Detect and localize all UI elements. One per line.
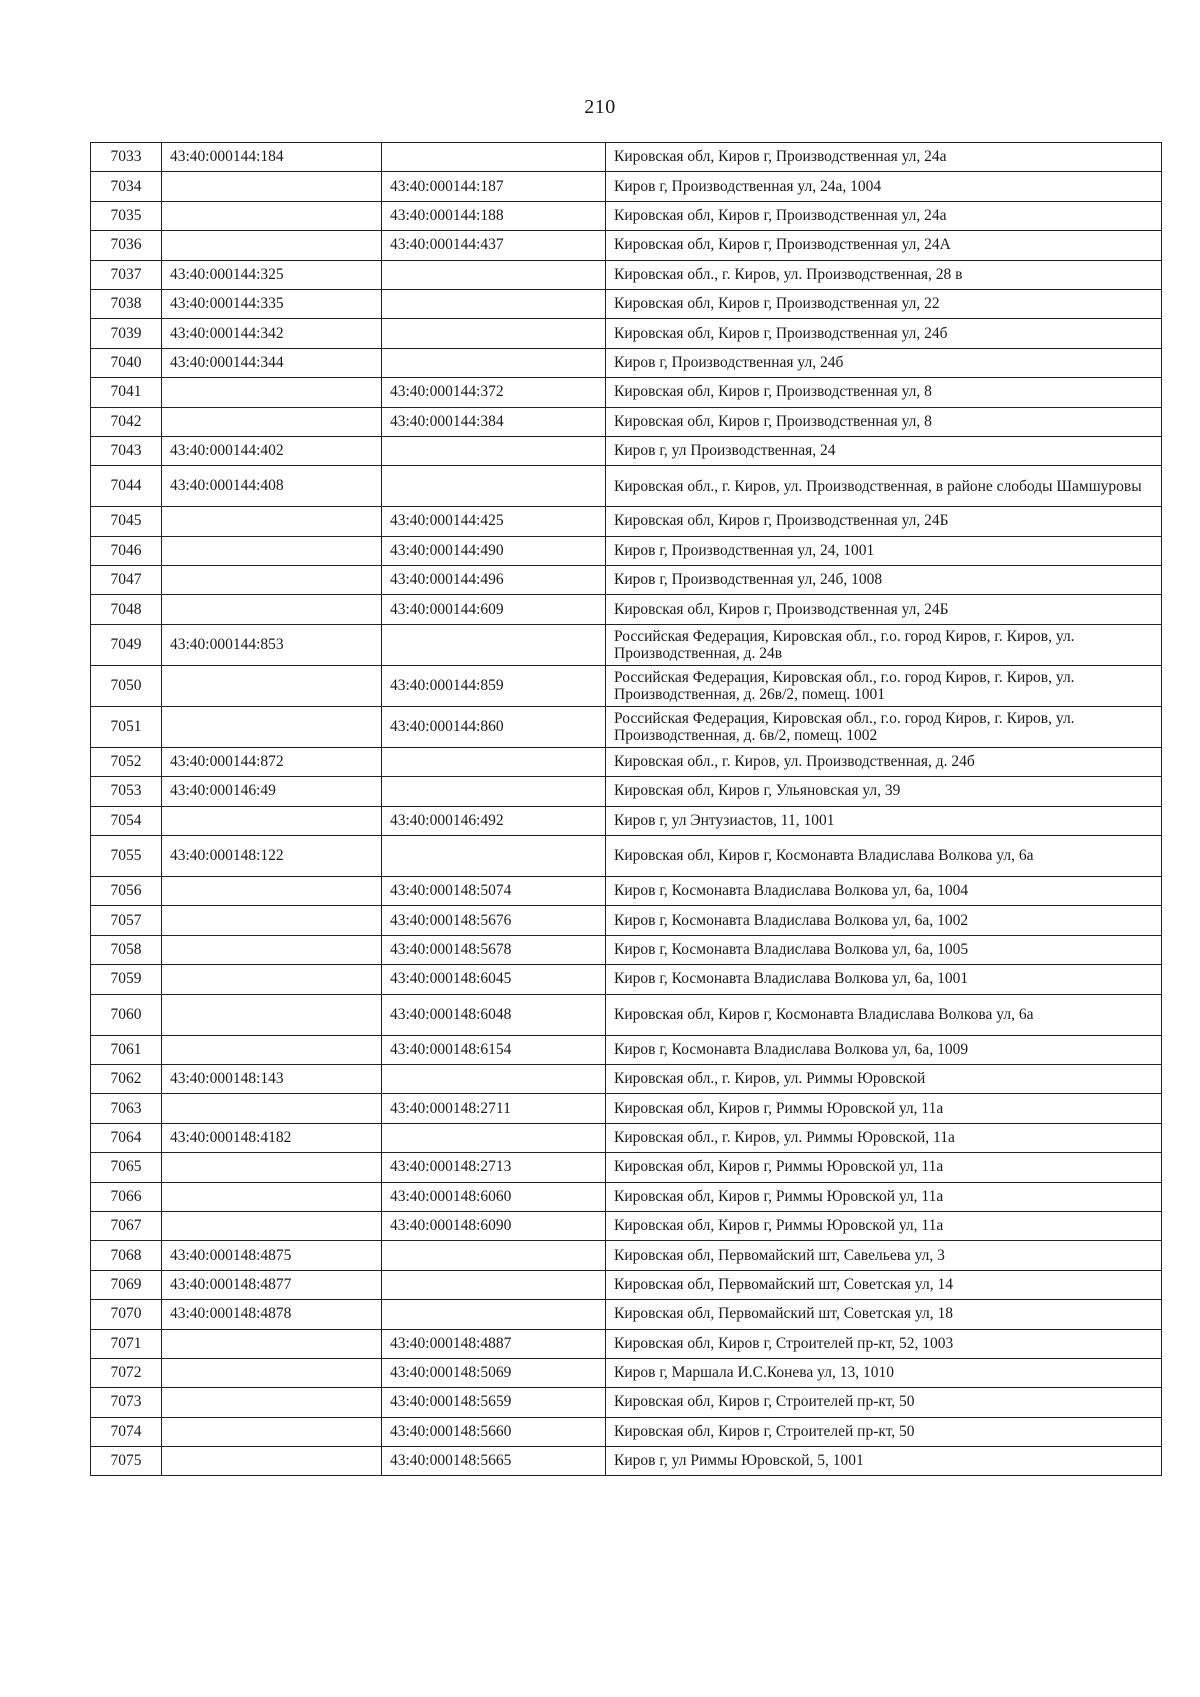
table-row [91, 407, 1162, 436]
object-cadastral-number-cell: 43:40:000144:490 [382, 536, 606, 565]
row-number-cell: 7068 [91, 1241, 162, 1270]
object-cadastral-number-cell [382, 1270, 606, 1299]
address-cell: Киров г, Производственная ул, 24, 1001 [606, 536, 1162, 565]
table-row [91, 436, 1162, 465]
land-cadastral-number-cell: 43:40:000148:4877 [162, 1270, 382, 1299]
address-cell: Кировская обл, Киров г, Производственная ул, 24Б [606, 595, 1162, 624]
table-row [91, 1211, 1162, 1240]
table-row [91, 906, 1162, 935]
object-cadastral-number-cell [382, 1241, 606, 1270]
table-row [91, 566, 1162, 595]
table-body [91, 143, 1162, 1476]
address-cell: Киров г, ул Риммы Юровской, 5, 1001 [606, 1447, 1162, 1476]
table-row [91, 777, 1162, 806]
row-number-cell: 7070 [91, 1300, 162, 1329]
address-cell: Кировская обл, Киров г, Риммы Юровской ул, 11а [606, 1211, 1162, 1240]
address-cell: Кировская обл, Киров г, Риммы Юровской ул, 11а [606, 1182, 1162, 1211]
row-number-cell: 7061 [91, 1035, 162, 1064]
land-cadastral-number-cell [162, 965, 382, 994]
address-cell: Кировская обл., г. Киров, ул. Производственная, в районе слободы Шамшуровы [606, 466, 1162, 507]
row-number-cell: 7043 [91, 436, 162, 465]
address-cell: Киров г, Космонавта Владислава Волкова ул, 6а, 1002 [606, 906, 1162, 935]
row-number-cell: 7063 [91, 1094, 162, 1123]
address-cell: Кировская обл, Киров г, Производственная ул, 24а [606, 201, 1162, 230]
row-number-cell: 7066 [91, 1182, 162, 1211]
address-cell: Кировская обл., г. Киров, ул. Риммы Юровской, 11а [606, 1123, 1162, 1152]
object-cadastral-number-cell: 43:40:000144:860 [382, 706, 606, 747]
table-row [91, 624, 1162, 665]
table-row [91, 260, 1162, 289]
address-cell: Кировская обл., г. Киров, ул. Производственная, д. 24б [606, 747, 1162, 776]
row-number-cell: 7048 [91, 595, 162, 624]
object-cadastral-number-cell [382, 836, 606, 877]
row-number-cell: 7040 [91, 348, 162, 377]
land-cadastral-number-cell [162, 706, 382, 747]
table-row [91, 1182, 1162, 1211]
table-row [91, 836, 1162, 877]
land-cadastral-number-cell: 43:40:000148:122 [162, 836, 382, 877]
address-cell: Киров г, ул Производственная, 24 [606, 436, 1162, 465]
object-cadastral-number-cell: 43:40:000144:496 [382, 566, 606, 595]
table-row [91, 806, 1162, 835]
object-cadastral-number-cell: 43:40:000144:187 [382, 172, 606, 201]
row-number-cell: 7051 [91, 706, 162, 747]
address-cell: Кировская обл, Киров г, Космонавта Владислава Волкова ул, 6а [606, 836, 1162, 877]
object-cadastral-number-cell: 43:40:000148:2711 [382, 1094, 606, 1123]
address-cell: Российская Федерация, Кировская обл., г.о. город Киров, г. Киров, ул. Производственная, д. 26в/2, помещ. 1001 [606, 665, 1162, 706]
object-cadastral-number-cell: 43:40:000144:384 [382, 407, 606, 436]
object-cadastral-number-cell: 43:40:000144:188 [382, 201, 606, 230]
row-number-cell: 7045 [91, 507, 162, 536]
land-cadastral-number-cell [162, 566, 382, 595]
address-cell: Российская Федерация, Кировская обл., г.о. город Киров, г. Киров, ул. Производственная, д. 6в/2, помещ. 1002 [606, 706, 1162, 747]
address-cell: Кировская обл, Киров г, Производственная ул, 22 [606, 289, 1162, 318]
table-row [91, 1094, 1162, 1123]
object-cadastral-number-cell [382, 348, 606, 377]
land-cadastral-number-cell: 43:40:000148:4875 [162, 1241, 382, 1270]
object-cadastral-number-cell: 43:40:000148:5069 [382, 1358, 606, 1387]
row-number-cell: 7035 [91, 201, 162, 230]
land-cadastral-number-cell [162, 507, 382, 536]
land-cadastral-number-cell [162, 1329, 382, 1358]
table-row [91, 935, 1162, 964]
object-cadastral-number-cell [382, 436, 606, 465]
object-cadastral-number-cell: 43:40:000148:5074 [382, 877, 606, 906]
object-cadastral-number-cell [382, 1064, 606, 1093]
table-row [91, 994, 1162, 1035]
page-number: 210 [584, 96, 616, 118]
row-number-cell: 7058 [91, 935, 162, 964]
address-cell: Кировская обл, Киров г, Производственная ул, 8 [606, 378, 1162, 407]
table-row [91, 201, 1162, 230]
table-row [91, 1417, 1162, 1446]
object-cadastral-number-cell: 43:40:000148:5665 [382, 1447, 606, 1476]
row-number-cell: 7059 [91, 965, 162, 994]
object-cadastral-number-cell: 43:40:000148:5660 [382, 1417, 606, 1446]
object-cadastral-number-cell [382, 143, 606, 172]
land-cadastral-number-cell [162, 1211, 382, 1240]
row-number-cell: 7064 [91, 1123, 162, 1152]
row-number-cell: 7050 [91, 665, 162, 706]
row-number-cell: 7065 [91, 1153, 162, 1182]
object-cadastral-number-cell: 43:40:000148:5678 [382, 935, 606, 964]
land-cadastral-number-cell [162, 536, 382, 565]
table-row [91, 665, 1162, 706]
object-cadastral-number-cell: 43:40:000148:6060 [382, 1182, 606, 1211]
land-cadastral-number-cell [162, 595, 382, 624]
table-row [91, 877, 1162, 906]
cadastral-register-table [90, 142, 1162, 1476]
table-row [91, 1241, 1162, 1270]
row-number-cell: 7075 [91, 1447, 162, 1476]
land-cadastral-number-cell [162, 906, 382, 935]
row-number-cell: 7041 [91, 378, 162, 407]
land-cadastral-number-cell: 43:40:000144:325 [162, 260, 382, 289]
address-cell: Кировская обл, Первомайский шт, Советская ул, 14 [606, 1270, 1162, 1299]
address-cell: Киров г, Космонавта Владислава Волкова ул, 6а, 1009 [606, 1035, 1162, 1064]
land-cadastral-number-cell [162, 1182, 382, 1211]
table-row [91, 143, 1162, 172]
row-number-cell: 7060 [91, 994, 162, 1035]
object-cadastral-number-cell [382, 1123, 606, 1152]
row-number-cell: 7036 [91, 231, 162, 260]
table-row [91, 706, 1162, 747]
object-cadastral-number-cell: 43:40:000148:4887 [382, 1329, 606, 1358]
address-cell: Кировская обл, Первомайский шт, Савельева ул, 3 [606, 1241, 1162, 1270]
land-cadastral-number-cell: 43:40:000144:853 [162, 624, 382, 665]
row-number-cell: 7072 [91, 1358, 162, 1387]
row-number-cell: 7042 [91, 407, 162, 436]
object-cadastral-number-cell: 43:40:000148:6154 [382, 1035, 606, 1064]
land-cadastral-number-cell: 43:40:000144:872 [162, 747, 382, 776]
row-number-cell: 7038 [91, 289, 162, 318]
address-cell: Кировская обл, Киров г, Производственная ул, 24А [606, 231, 1162, 260]
row-number-cell: 7044 [91, 466, 162, 507]
table-row [91, 289, 1162, 318]
address-cell: Кировская обл, Киров г, Риммы Юровской ул, 11а [606, 1094, 1162, 1123]
table-row [91, 1064, 1162, 1093]
row-number-cell: 7057 [91, 906, 162, 935]
address-cell: Киров г, Космонавта Владислава Волкова ул, 6а, 1001 [606, 965, 1162, 994]
row-number-cell: 7067 [91, 1211, 162, 1240]
table-row [91, 507, 1162, 536]
table-row [91, 378, 1162, 407]
object-cadastral-number-cell: 43:40:000148:5676 [382, 906, 606, 935]
table-row [91, 1300, 1162, 1329]
table-row [91, 1447, 1162, 1476]
land-cadastral-number-cell [162, 806, 382, 835]
land-cadastral-number-cell [162, 172, 382, 201]
address-cell: Кировская обл, Киров г, Строителей пр-кт, 50 [606, 1388, 1162, 1417]
object-cadastral-number-cell: 43:40:000148:2713 [382, 1153, 606, 1182]
address-cell: Кировская обл, Киров г, Строителей пр-кт, 50 [606, 1417, 1162, 1446]
land-cadastral-number-cell: 43:40:000144:342 [162, 319, 382, 348]
row-number-cell: 7047 [91, 566, 162, 595]
address-cell: Кировская обл., г. Киров, ул. Риммы Юровской [606, 1064, 1162, 1093]
table-row [91, 172, 1162, 201]
address-cell: Кировская обл, Киров г, Риммы Юровской ул, 11а [606, 1153, 1162, 1182]
object-cadastral-number-cell: 43:40:000148:5659 [382, 1388, 606, 1417]
table-row [91, 1270, 1162, 1299]
row-number-cell: 7049 [91, 624, 162, 665]
land-cadastral-number-cell [162, 231, 382, 260]
object-cadastral-number-cell: 43:40:000144:609 [382, 595, 606, 624]
land-cadastral-number-cell [162, 1035, 382, 1064]
land-cadastral-number-cell [162, 1358, 382, 1387]
object-cadastral-number-cell: 43:40:000148:6090 [382, 1211, 606, 1240]
table-row [91, 536, 1162, 565]
address-cell: Киров г, Маршала И.С.Конева ул, 13, 1010 [606, 1358, 1162, 1387]
object-cadastral-number-cell [382, 624, 606, 665]
table-row [91, 466, 1162, 507]
table-row [91, 747, 1162, 776]
row-number-cell: 7069 [91, 1270, 162, 1299]
address-cell: Российская Федерация, Кировская обл., г.о. город Киров, г. Киров, ул. Производственная, д. 24в [606, 624, 1162, 665]
address-cell: Киров г, Космонавта Владислава Волкова ул, 6а, 1005 [606, 935, 1162, 964]
table-row [91, 231, 1162, 260]
table-row [91, 1358, 1162, 1387]
table-row [91, 595, 1162, 624]
row-number-cell: 7073 [91, 1388, 162, 1417]
object-cadastral-number-cell [382, 289, 606, 318]
object-cadastral-number-cell: 43:40:000144:437 [382, 231, 606, 260]
land-cadastral-number-cell: 43:40:000148:4878 [162, 1300, 382, 1329]
row-number-cell: 7055 [91, 836, 162, 877]
object-cadastral-number-cell: 43:40:000148:6045 [382, 965, 606, 994]
land-cadastral-number-cell: 43:40:000144:408 [162, 466, 382, 507]
land-cadastral-number-cell: 43:40:000144:184 [162, 143, 382, 172]
table-row [91, 1329, 1162, 1358]
land-cadastral-number-cell [162, 378, 382, 407]
address-cell: Киров г, ул Энтузиастов, 11, 1001 [606, 806, 1162, 835]
row-number-cell: 7071 [91, 1329, 162, 1358]
land-cadastral-number-cell [162, 994, 382, 1035]
address-cell: Киров г, Производственная ул, 24б [606, 348, 1162, 377]
land-cadastral-number-cell [162, 1153, 382, 1182]
row-number-cell: 7046 [91, 536, 162, 565]
row-number-cell: 7062 [91, 1064, 162, 1093]
object-cadastral-number-cell: 43:40:000144:859 [382, 665, 606, 706]
land-cadastral-number-cell [162, 201, 382, 230]
table-row [91, 1388, 1162, 1417]
table-row [91, 965, 1162, 994]
table-row [91, 1035, 1162, 1064]
land-cadastral-number-cell [162, 1094, 382, 1123]
address-cell: Киров г, Космонавта Владислава Волкова ул, 6а, 1004 [606, 877, 1162, 906]
object-cadastral-number-cell [382, 747, 606, 776]
row-number-cell: 7033 [91, 143, 162, 172]
land-cadastral-number-cell: 43:40:000148:143 [162, 1064, 382, 1093]
row-number-cell: 7052 [91, 747, 162, 776]
object-cadastral-number-cell: 43:40:000144:425 [382, 507, 606, 536]
table-row [91, 1153, 1162, 1182]
land-cadastral-number-cell: 43:40:000144:344 [162, 348, 382, 377]
address-cell: Кировская обл, Киров г, Производственная ул, 24б [606, 319, 1162, 348]
land-cadastral-number-cell [162, 1417, 382, 1446]
row-number-cell: 7074 [91, 1417, 162, 1446]
row-number-cell: 7056 [91, 877, 162, 906]
table-row [91, 1123, 1162, 1152]
land-cadastral-number-cell [162, 1388, 382, 1417]
row-number-cell: 7037 [91, 260, 162, 289]
object-cadastral-number-cell: 43:40:000148:6048 [382, 994, 606, 1035]
object-cadastral-number-cell [382, 319, 606, 348]
address-cell: Кировская обл, Первомайский шт, Советская ул, 18 [606, 1300, 1162, 1329]
land-cadastral-number-cell [162, 935, 382, 964]
row-number-cell: 7053 [91, 777, 162, 806]
land-cadastral-number-cell [162, 877, 382, 906]
address-cell: Кировская обл, Киров г, Производственная ул, 24а [606, 143, 1162, 172]
land-cadastral-number-cell: 43:40:000144:402 [162, 436, 382, 465]
land-cadastral-number-cell [162, 665, 382, 706]
object-cadastral-number-cell [382, 260, 606, 289]
table-row [91, 319, 1162, 348]
address-cell: Кировская обл, Киров г, Производственная ул, 8 [606, 407, 1162, 436]
address-cell: Кировская обл, Киров г, Строителей пр-кт, 52, 1003 [606, 1329, 1162, 1358]
land-cadastral-number-cell [162, 407, 382, 436]
object-cadastral-number-cell [382, 777, 606, 806]
address-cell: Киров г, Производственная ул, 24б, 1008 [606, 566, 1162, 595]
land-cadastral-number-cell: 43:40:000146:49 [162, 777, 382, 806]
land-cadastral-number-cell: 43:40:000148:4182 [162, 1123, 382, 1152]
row-number-cell: 7054 [91, 806, 162, 835]
address-cell: Кировская обл, Киров г, Космонавта Владислава Волкова ул, 6а [606, 994, 1162, 1035]
object-cadastral-number-cell [382, 466, 606, 507]
address-cell: Киров г, Производственная ул, 24а, 1004 [606, 172, 1162, 201]
table-row [91, 348, 1162, 377]
object-cadastral-number-cell [382, 1300, 606, 1329]
land-cadastral-number-cell [162, 1447, 382, 1476]
address-cell: Кировская обл, Киров г, Ульяновская ул, 39 [606, 777, 1162, 806]
object-cadastral-number-cell: 43:40:000146:492 [382, 806, 606, 835]
object-cadastral-number-cell: 43:40:000144:372 [382, 378, 606, 407]
row-number-cell: 7034 [91, 172, 162, 201]
address-cell: Кировская обл, Киров г, Производственная ул, 24Б [606, 507, 1162, 536]
row-number-cell: 7039 [91, 319, 162, 348]
address-cell: Кировская обл., г. Киров, ул. Производственная, 28 в [606, 260, 1162, 289]
land-cadastral-number-cell: 43:40:000144:335 [162, 289, 382, 318]
